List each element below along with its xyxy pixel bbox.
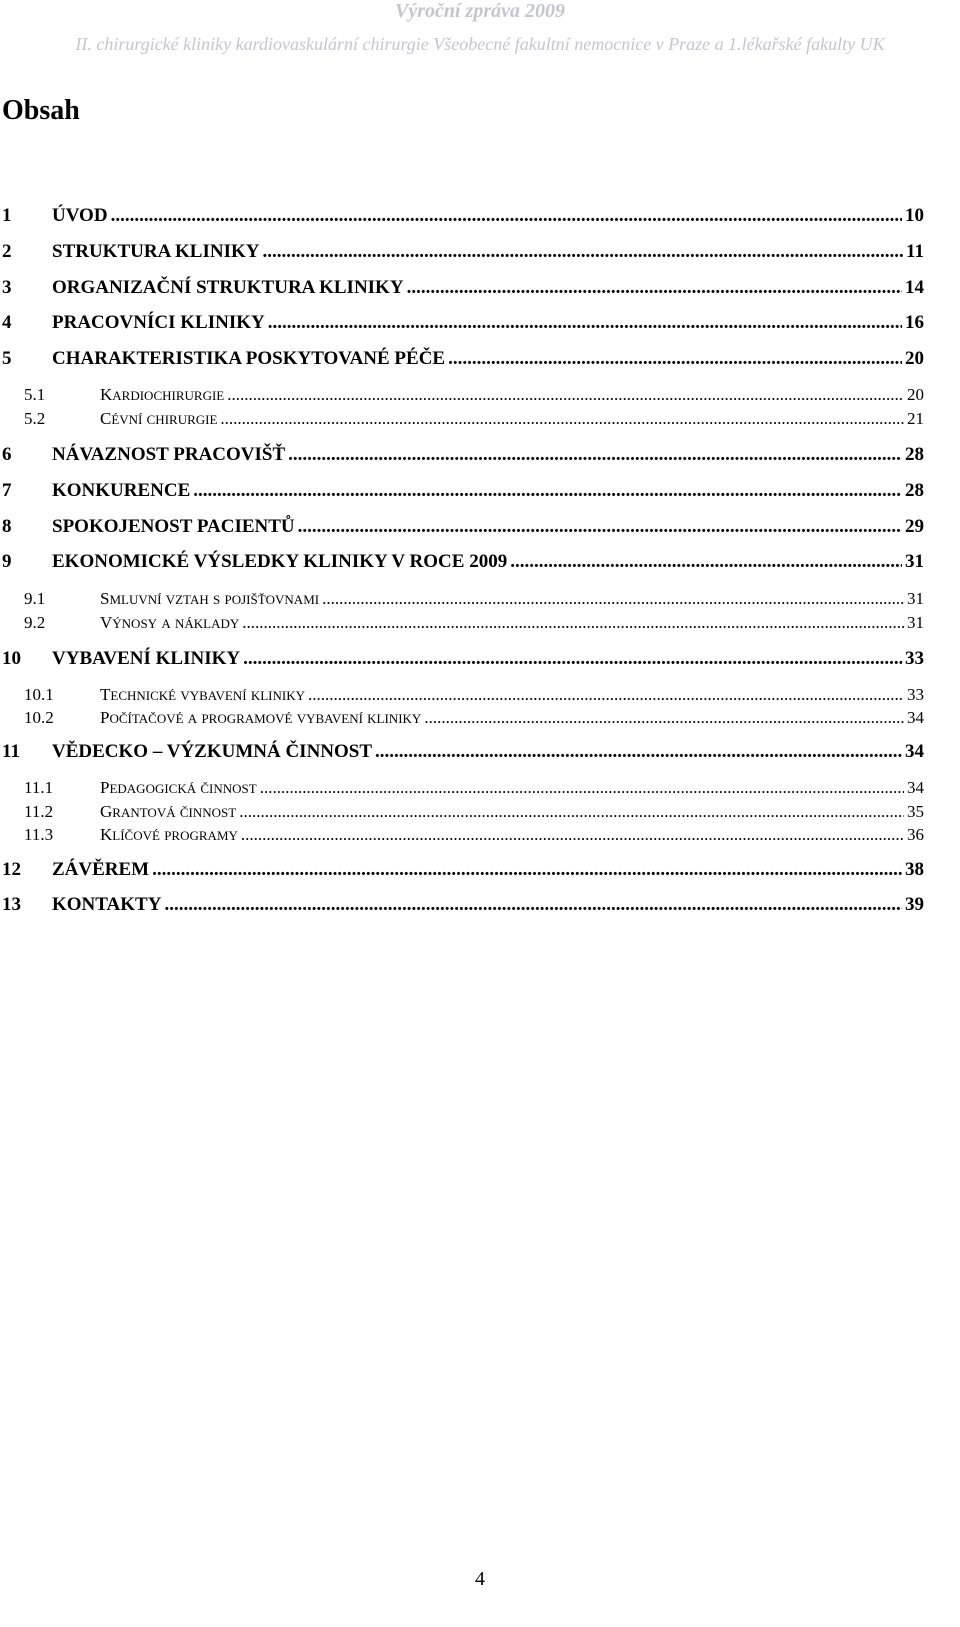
toc-entry[interactable] [0, 550, 960, 574]
toc-entry-title: ORGANIZAČNÍ STRUKTURA KLINIKY [52, 277, 404, 298]
toc-entry-number: 9.2 [24, 613, 46, 632]
toc-entry[interactable] [0, 858, 960, 882]
toc-entry-title: PEDAGOGICKÁ ČINNOST [100, 778, 257, 797]
toc-entry-number: 6 [2, 444, 12, 465]
toc-entry-page: 34 [905, 741, 924, 762]
toc-entry-number: 12 [2, 859, 21, 880]
toc-entry-page: 38 [905, 859, 924, 880]
toc-leader-dots [448, 347, 902, 371]
toc-entry-title: TECHNICKÉ VYBAVENÍ KLINIKY [100, 685, 305, 704]
toc-entry-number: 4 [2, 312, 12, 333]
toc-leader-dots [268, 311, 902, 335]
toc-entry-page: 29 [905, 516, 924, 537]
toc-leader-dots [298, 515, 902, 539]
toc-entry-page: 36 [907, 825, 924, 844]
toc-entry-number: 11.2 [24, 802, 54, 821]
toc-entry-page: 33 [905, 648, 924, 669]
toc-entry-page: 34 [907, 778, 924, 797]
toc-entry-title: SPOKOJENOST PACIENTŮ [52, 516, 295, 537]
toc-entry-number: 11.1 [24, 778, 54, 797]
toc-leader-dots [220, 408, 904, 429]
toc-entry-page: 39 [905, 894, 924, 915]
toc-entry-title: CÉVNÍ CHIRURGIE [100, 409, 218, 428]
toc-entry-number: 1 [2, 205, 12, 226]
toc-entry-title: KONTAKTY [52, 894, 162, 915]
toc-entry[interactable] [0, 347, 960, 371]
toc-entry-page: 20 [905, 348, 924, 369]
toc-entry-title: VÝNOSY A NÁKLADY [100, 613, 240, 632]
toc-entry-page: 21 [907, 409, 924, 428]
toc-entry-title: NÁVAZNOST PRACOVIŠŤ [52, 444, 286, 465]
toc-entry-page: 31 [907, 613, 924, 632]
toc-entry-title: POČÍTAČOVÉ A PROGRAMOVÉ VYBAVENÍ KLINIKY [100, 708, 422, 727]
page-title: Obsah [2, 95, 80, 126]
toc-leader-dots [288, 443, 902, 467]
toc-leader-dots [260, 777, 904, 798]
toc-leader-dots [308, 684, 904, 705]
toc-entry-page: 35 [907, 802, 924, 821]
toc-entry-title: STRUKTURA KLINIKY [52, 241, 260, 262]
toc-leader-dots [424, 707, 904, 728]
toc-entry-page: 31 [907, 589, 924, 608]
toc-entry-title: KLÍČOVÉ PROGRAMY [100, 825, 238, 844]
toc-leader-dots [164, 893, 902, 917]
toc-leader-dots [239, 801, 904, 822]
toc-entry[interactable] [0, 612, 960, 634]
toc-entry-page: 33 [907, 685, 924, 704]
toc-entry-number: 11.3 [24, 825, 54, 844]
toc-entry[interactable] [0, 707, 960, 729]
toc-leader-dots [262, 240, 903, 264]
toc-entry[interactable] [0, 311, 960, 335]
toc-entry-number: 8 [2, 516, 12, 537]
toc-entry[interactable] [0, 515, 960, 539]
toc-entry-number: 13 [2, 894, 21, 915]
toc-entry-number: 10.1 [24, 685, 54, 704]
toc-entry-number: 3 [2, 277, 12, 298]
toc-entry[interactable] [0, 684, 960, 706]
toc-entry[interactable] [0, 893, 960, 917]
toc-entry[interactable] [0, 408, 960, 430]
toc-entry[interactable] [0, 204, 960, 228]
report-subtitle: II. chirurgické kliniky kardiovaskulární chirurgie Všeobecné fakultní nemocnice v Praze a 1.lékařské fakulty UK [75, 34, 885, 54]
toc-entry-title: CHARAKTERISTIKA POSKYTOVANÉ PÉČE [52, 348, 446, 369]
toc-leader-dots [227, 384, 904, 405]
toc-leader-dots [243, 647, 902, 671]
toc-leader-dots [510, 550, 902, 574]
toc-entry-number: 10.2 [24, 708, 54, 727]
toc-entry-page: 28 [905, 480, 924, 501]
toc-entry[interactable] [0, 240, 960, 264]
toc-entry-number: 9.1 [24, 589, 46, 608]
toc-entry[interactable] [0, 824, 960, 846]
toc-entry-page: 31 [905, 551, 924, 572]
toc-entry-page: 14 [905, 277, 924, 298]
toc-entry-page: 34 [907, 708, 924, 727]
toc-entry-title: SMLUVNÍ VZTAH S POJIŠŤOVNAMI [100, 589, 320, 608]
toc-entry-page: 11 [906, 241, 924, 262]
toc-leader-dots [111, 204, 902, 228]
toc-leader-dots [407, 276, 902, 300]
toc-entry-page: 16 [905, 312, 924, 333]
toc-entry-number: 7 [2, 480, 12, 501]
toc-entry-title: ÚVOD [52, 205, 108, 226]
toc-leader-dots [241, 824, 904, 845]
toc-entry[interactable] [0, 647, 960, 671]
page-number: 4 [475, 1568, 485, 1590]
report-title: Výroční zpráva 2009 [395, 0, 565, 22]
toc-entry-number: 5 [2, 348, 12, 369]
toc-leader-dots [242, 612, 904, 633]
toc-entry-page: 28 [905, 444, 924, 465]
toc-entry-number: 11 [2, 741, 20, 762]
toc-leader-dots [152, 858, 902, 882]
toc-entry-number: 5.1 [24, 385, 46, 404]
toc-entry-title: VĚDECKO – VÝZKUMNÁ ČINNOST [52, 741, 373, 762]
toc-entry-number: 10 [2, 648, 21, 669]
toc-entry-title: EKONOMICKÉ VÝSLEDKY KLINIKY V ROCE 2009 [52, 551, 508, 572]
toc-entry-title: GRANTOVÁ ČINNOST [100, 802, 237, 821]
toc-entry-title: KARDIOCHIRURGIE [100, 385, 225, 404]
toc-leader-dots [193, 479, 902, 503]
toc-entry-page: 10 [905, 205, 924, 226]
toc-entry[interactable] [0, 588, 960, 610]
toc-entry-title: PRACOVNÍCI KLINIKY [52, 312, 265, 333]
toc-entry[interactable] [0, 276, 960, 300]
toc-entry[interactable] [0, 801, 960, 823]
toc-entry-number: 5.2 [24, 409, 46, 428]
toc-entry-number: 9 [2, 551, 12, 572]
toc-entry[interactable] [0, 443, 960, 467]
toc-leader-dots [375, 740, 902, 764]
toc-entry-title: KONKURENCE [52, 480, 191, 501]
toc-entry-title: ZÁVĚREM [52, 859, 150, 880]
toc-entry[interactable] [0, 384, 960, 406]
toc-entry[interactable] [0, 777, 960, 799]
toc-entry[interactable] [0, 740, 960, 764]
toc-entry-title: VYBAVENÍ KLINIKY [52, 648, 241, 669]
toc-entry[interactable] [0, 479, 960, 503]
toc-entry-number: 2 [2, 241, 12, 262]
toc-entry-page: 20 [907, 385, 924, 404]
toc-leader-dots [322, 588, 904, 609]
